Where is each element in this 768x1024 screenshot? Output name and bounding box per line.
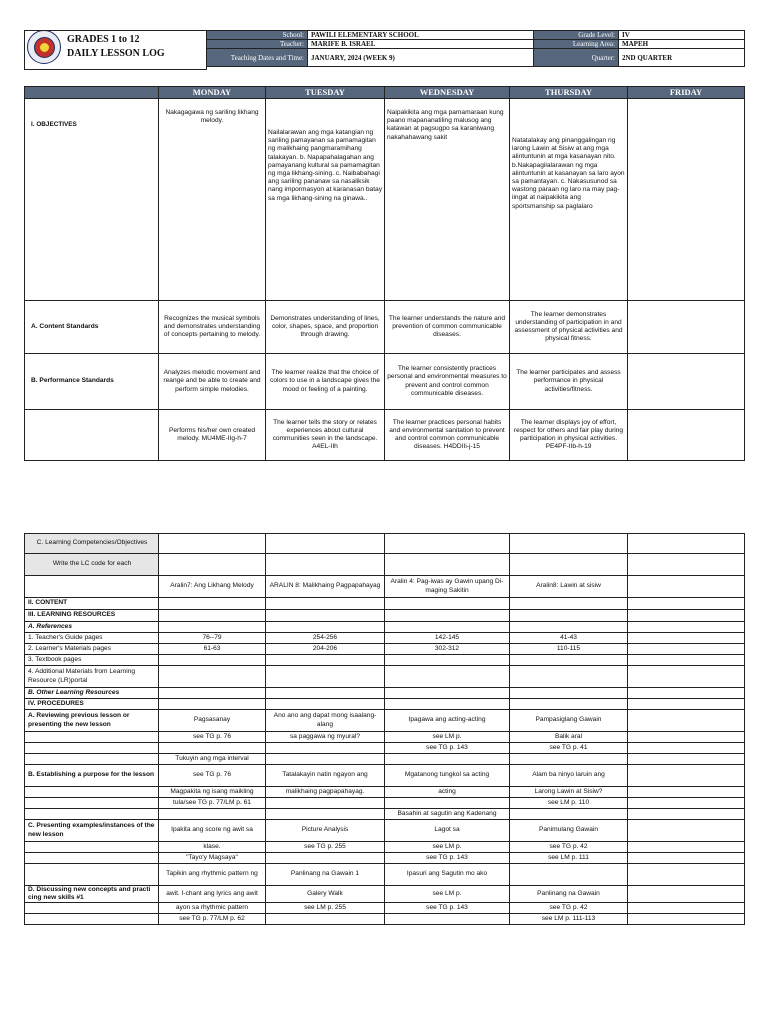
cell-monday: 61-63 [159,644,266,655]
cell-wednesday [385,754,510,765]
cell-thursday [510,699,628,710]
performance-standards-thursday: The learner participates and assess performance in physical activities/fitness. [510,354,628,410]
content-standards-label: A. Content Standards [25,301,159,354]
performance-standards-row [25,354,745,410]
cell-wednesday: see LM p. [385,886,510,903]
cell-thursday: see TG p. 42 [510,842,628,853]
cell-wednesday: Basahin at sagutin ang Kadenang [385,809,510,820]
cell-monday: Pagsasanay [159,710,266,732]
learning-area-value: MAPEH [619,40,745,49]
cell-tuesday [266,610,385,622]
cell-tuesday [266,914,385,925]
competency-codes-row [25,410,745,461]
procedure-row [25,699,745,710]
row-label [25,914,159,925]
cell-tuesday [266,699,385,710]
row-label [25,809,159,820]
cell-tuesday: see LM p. 255 [266,903,385,914]
procedure-row [25,842,745,853]
cell-tuesday: malikhaing pagpapahayag. [266,787,385,798]
cell-friday [628,886,745,903]
procedure-row [25,710,745,732]
cell-tuesday: ARALIN 8: Malikhaing Pagpapahayag [266,576,385,598]
procedure-row [25,534,745,554]
cell-thursday [510,610,628,622]
procedure-row [25,809,745,820]
procedure-row [25,633,745,644]
learning-area-label: Learning Area: [534,40,619,49]
content-standards-wednesday: The learner understands the nature and prevention of common communicable diseases. [385,301,510,354]
competency-codes-monday: Performs his/her own created melody. MU4ME-IIg-h-7 [159,410,266,461]
cell-tuesday [266,743,385,754]
cell-tuesday: sa paggawa ng myural? [266,732,385,743]
cell-wednesday: acting [385,787,510,798]
content-standards-monday: Recognizes the musical symbols and demonstrates understanding of concepts pertaining to melody. [159,301,266,354]
row-label: C. Learning Competencies/Objectives [25,534,159,554]
procedure-row [25,622,745,633]
cell-thursday [510,622,628,633]
procedure-row [25,903,745,914]
cell-monday: ayon sa rhythmic pattern [159,903,266,914]
cell-friday [628,688,745,699]
cell-friday [628,732,745,743]
cell-friday [628,809,745,820]
performance-standards-wednesday: The learner consistently practices personal and environmental measures to prevent and control common communicable diseases. [385,354,510,410]
cell-monday [159,666,266,688]
cell-friday [628,820,745,842]
cell-friday [628,903,745,914]
row-label [25,787,159,798]
teacher-label: Teacher: [207,40,308,49]
cell-wednesday [385,914,510,925]
cell-monday: Tapikin ang rhythmic pattern ng [159,864,266,886]
cell-monday [159,699,266,710]
cell-friday [628,644,745,655]
procedure-row [25,765,745,787]
row-label: Write the LC code for each [25,554,159,576]
cell-friday [628,699,745,710]
procedure-row [25,853,745,864]
cell-monday [159,809,266,820]
row-label [25,798,159,809]
procedure-row [25,743,745,754]
row-label [25,903,159,914]
content-standards-thursday: The learner demonstrates understanding of participation in and assessment of physical activities and physical fitness. [510,301,628,354]
cell-thursday: see TG p. 41 [510,743,628,754]
cell-wednesday: Mgatanong tungkol sa acting [385,765,510,787]
row-label: D. Discussing new concepts and practi cing new skills #1 [25,886,159,903]
cell-friday [628,864,745,886]
row-label [25,743,159,754]
cell-thursday [510,754,628,765]
cell-tuesday [266,598,385,610]
cell-thursday [510,666,628,688]
cell-tuesday [266,622,385,633]
procedure-row [25,820,745,842]
cell-friday [628,633,745,644]
cell-wednesday [385,798,510,809]
cell-monday [159,622,266,633]
procedure-row [25,598,745,610]
procedure-row [25,610,745,622]
corner-cell [25,87,159,99]
cell-thursday: Panimulang Gawain [510,820,628,842]
cell-wednesday: 142-145 [385,633,510,644]
grade-level-value: IV [619,31,745,40]
cell-monday: tula/see TG p. 77/LM p. 61 [159,798,266,809]
day-wednesday: WEDNESDAY [385,87,510,99]
objectives-friday [628,99,745,301]
row-label: B. Establishing a purpose for the lesson [25,765,159,787]
cell-wednesday: Ipasuri ang Sagutin mo ako [385,864,510,886]
cell-wednesday [385,534,510,554]
content-standards-tuesday: Demonstrates understanding of lines, color, shapes, space, and proportion through drawing. [266,301,385,354]
cell-wednesday [385,655,510,666]
cell-monday: see TG p. 77/LM p. 62 [159,914,266,925]
objectives-thursday: Natatalakay ang pinanggalingan ng larong Lawin at Sisiw at ang mga alintuntunin at mga kasanayan nito. b.Nakapagilalarawan ng mga alintuntunin at kasanayan sa laro ayon sa pamantayan. c. Nakasusunod sa wastong paraan ng laro na may pag-iingat at naipakikita ang sportsmanship sa paglalaro [510,99,628,301]
procedure-row [25,554,745,576]
procedure-row [25,914,745,925]
cell-thursday [510,554,628,576]
cell-wednesday [385,622,510,633]
cell-tuesday [266,666,385,688]
procedure-row [25,576,745,598]
dates-label: Teaching Dates and Time: [207,49,308,67]
cell-thursday [510,809,628,820]
cell-monday [159,554,266,576]
cell-monday [159,534,266,554]
cell-thursday: Panlinang na Gawain [510,886,628,903]
cell-tuesday [266,809,385,820]
cell-tuesday: Panlinang na Gawain 1 [266,864,385,886]
cell-friday [628,622,745,633]
row-label [25,732,159,743]
cell-wednesday: 302-312 [385,644,510,655]
cell-monday: Aralin7: Ang Likhang Melody [159,576,266,598]
cell-tuesday: Picture Analysis [266,820,385,842]
lesson-log-top-table [24,86,745,461]
cell-wednesday [385,598,510,610]
row-label: C. Presenting examples/instances of the new lesson [25,820,159,842]
cell-monday: see TG p. 76 [159,765,266,787]
row-label [25,842,159,853]
cell-monday [159,688,266,699]
cell-monday: Tukuyin ang mga interval [159,754,266,765]
day-thursday: THURSDAY [510,87,628,99]
procedure-row [25,787,745,798]
lesson-log-procedures-table [24,533,745,925]
cell-wednesday [385,688,510,699]
cell-friday [628,754,745,765]
cell-tuesday [266,688,385,699]
competency-codes-thursday: The learner displays joy of effort, respect for others and fair play during participation in physical activities. PE4PF-IIb-h-19 [510,410,628,461]
row-label [25,864,159,886]
cell-tuesday [266,554,385,576]
cell-wednesday [385,554,510,576]
cell-thursday: see TG p. 42 [510,903,628,914]
procedure-row [25,732,745,743]
row-label: 2. Learner's Materials pages [25,644,159,655]
header-info-table [206,30,745,67]
row-label: A. Reviewing previous lesson or presenting the new lesson [25,710,159,732]
cell-friday [628,914,745,925]
header-row-dates [207,49,745,67]
header-row-teacher [207,40,745,49]
cell-tuesday: Tatalakayin natin ngayon ang [266,765,385,787]
day-tuesday: TUESDAY [266,87,385,99]
cell-monday [159,610,266,622]
cell-wednesday: see LM p. [385,842,510,853]
performance-standards-monday: Analyzes melodic movement and reange and be able to create and perform simple melodies. [159,354,266,410]
header-row-school [207,31,745,40]
cell-thursday: Pampasiglang Gawain [510,710,628,732]
cell-friday [628,655,745,666]
grade-level-label: Grade Level: [534,31,619,40]
cell-thursday: see LM p. 110 [510,798,628,809]
performance-standards-friday [628,354,745,410]
cell-wednesday: Lagot sa [385,820,510,842]
cell-thursday [510,688,628,699]
cell-friday [628,798,745,809]
cell-friday [628,598,745,610]
procedure-row [25,688,745,699]
cell-friday [628,765,745,787]
objectives-wednesday: Naipakikita ang mga pamamaraan kung paano mapananatiling malusog ang katawan at pagsugpo sa karaniwang nakahahawang sakit [385,99,510,301]
cell-thursday: Alam ba ninyo laruin ang [510,765,628,787]
cell-wednesday: see LM p. [385,732,510,743]
teacher-value: MARIFE B. ISRAEL [308,40,534,49]
cell-monday [159,655,266,666]
quarter-value: 2ND QUARTER [619,49,745,67]
cell-friday [628,842,745,853]
objectives-row [25,99,745,301]
cell-monday: klase. [159,842,266,853]
cell-tuesday [266,798,385,809]
procedure-row [25,655,745,666]
school-label: School: [207,31,308,40]
procedure-row [25,754,745,765]
cell-wednesday [385,610,510,622]
quarter-label: Quarter: [534,49,619,67]
cell-friday [628,743,745,754]
cell-thursday: Balik aral [510,732,628,743]
cell-thursday: Aralin8: Lawin at sisiw [510,576,628,598]
cell-wednesday [385,666,510,688]
objectives-monday: Nakagagawa ng sariling likhang melody. [159,99,266,301]
cell-wednesday: see TG p. 143 [385,903,510,914]
cell-monday: awit. I-chant ang lyrics ang awit [159,886,266,903]
grades-title: GRADES 1 to 12 [67,34,140,45]
procedure-row [25,886,745,903]
cell-friday [628,710,745,732]
cell-tuesday: 204-206 [266,644,385,655]
row-label: 1. Teacher's Guide pages [25,633,159,644]
cell-wednesday: Aralin 4: Pag-iwas ay Gawin upang Di-maging Sakitin [385,576,510,598]
cell-thursday [510,655,628,666]
log-title: DAILY LESSON LOG [67,48,165,59]
row-label [25,576,159,598]
cell-monday: 76--79 [159,633,266,644]
competency-codes-label [25,410,159,461]
row-label: III. LEARNING RESOURCES [25,610,159,622]
row-label: 4. Additional Materials from Learning Resource (LR)portal [25,666,159,688]
cell-monday: see TG p. 76 [159,732,266,743]
competency-codes-wednesday: The learner practices personal habits and environmental sanitation to prevent and control common communicable diseases. H4DDIIi-j-15 [385,410,510,461]
row-label: 3. Textbook pages [25,655,159,666]
cell-wednesday: see TG p. 143 [385,743,510,754]
cell-thursday [510,598,628,610]
dates-value: JANUARY, 2024 (WEEK 9) [308,49,534,67]
school-value: PAWILI ELEMENTARY SCHOOL [308,31,534,40]
row-label: A. References [25,622,159,633]
cell-friday [628,787,745,798]
cell-thursday: see LM p. 111 [510,853,628,864]
cell-thursday: Larong Lawin at Sisiw? [510,787,628,798]
cell-tuesday [266,655,385,666]
cell-monday: Ipakita ang score ng awit sa [159,820,266,842]
cell-tuesday: 254-256 [266,633,385,644]
cell-tuesday: Galery Walk [266,886,385,903]
cell-thursday: see LM p. 111-113 [510,914,628,925]
row-label [25,853,159,864]
cell-friday [628,554,745,576]
cell-thursday: 110-115 [510,644,628,655]
row-label: IV. PROCEDURES [25,699,159,710]
objectives-label: I. OBJECTIVES [25,99,159,301]
cell-monday [159,598,266,610]
procedure-row [25,644,745,655]
cell-thursday [510,864,628,886]
day-friday: FRIDAY [628,87,745,99]
procedure-row [25,666,745,688]
cell-friday [628,853,745,864]
cell-friday [628,610,745,622]
cell-tuesday: see TG p. 255 [266,842,385,853]
cell-tuesday [266,754,385,765]
row-label: II. CONTENT [25,598,159,610]
cell-friday [628,666,745,688]
objectives-tuesday: Nailalarawan ang mga katangian ng sariling pamayanan sa pamamagitan ng malikhaing pangmaramihang talakayan. b. Napapahalagahan ang pamayanang kultural sa pamamagitan ng mga likhang-sining. c. Naibabahagi ang sariling pananaw sa nasaliksik nang impormasyon at karanasan batay sa mga likhang-sining na ginawa.. [266,99,385,301]
row-label: B. Other Learning Resources [25,688,159,699]
cell-thursday: 41-43 [510,633,628,644]
cell-tuesday [266,853,385,864]
cell-monday [159,743,266,754]
cell-friday [628,534,745,554]
day-monday: MONDAY [159,87,266,99]
cell-monday: "Tayo'y Magsaya" [159,853,266,864]
cell-friday [628,576,745,598]
cell-wednesday: see TG p. 143 [385,853,510,864]
procedure-row [25,864,745,886]
cell-monday: Magpakita ng isang maikling [159,787,266,798]
performance-standards-label: B. Performance Standards [25,354,159,410]
cell-wednesday: Ipagawa ang acting-acting [385,710,510,732]
day-header-row [25,87,745,99]
content-standards-row [25,301,745,354]
cell-tuesday [266,534,385,554]
cell-thursday [510,534,628,554]
row-label [25,754,159,765]
cell-tuesday: Ano ano ang dapat mong isaalang-alang [266,710,385,732]
cell-wednesday [385,699,510,710]
procedure-row [25,798,745,809]
content-standards-friday [628,301,745,354]
competency-codes-friday [628,410,745,461]
performance-standards-tuesday: The learner realize that the choice of colors to use in a landscape gives the mood or feeling of a painting. [266,354,385,410]
competency-codes-tuesday: The learner tells the story or relates experiences about cultural communities seen in the landscape. A4EL-IIh [266,410,385,461]
